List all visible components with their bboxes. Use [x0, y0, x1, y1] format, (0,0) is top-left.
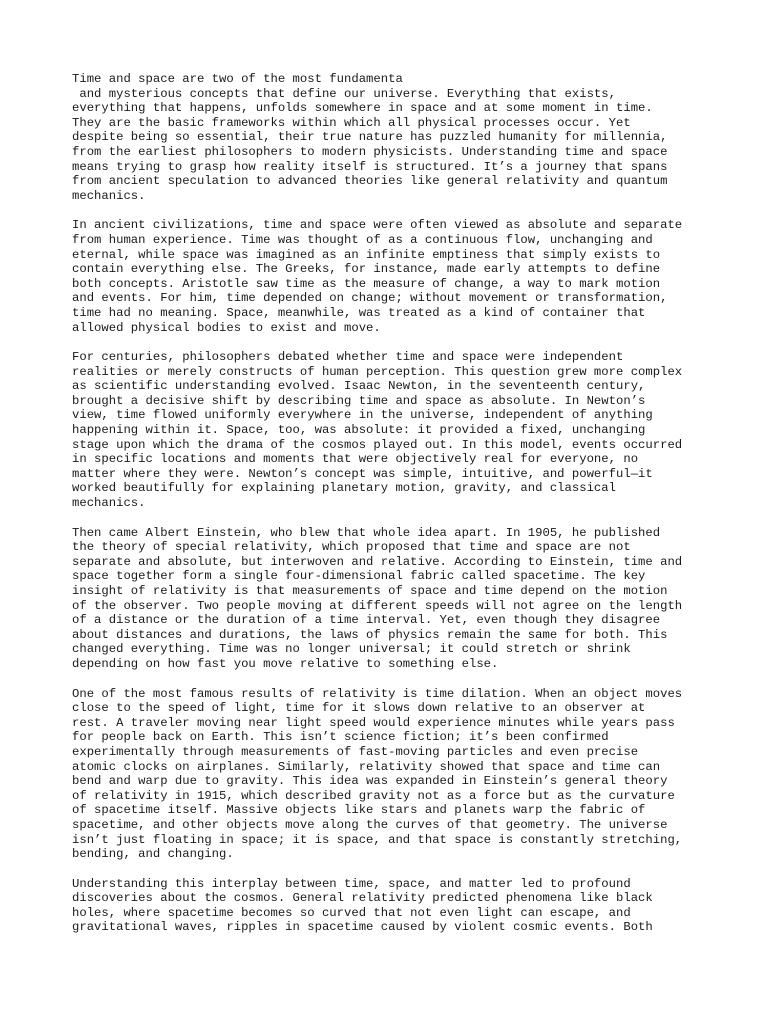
paragraph-6: Understanding this interplay between time, space, and matter led to profound discoveries about the cosmos. General relativity predicted phenomena like black holes, where spacetime becomes so curved that not even light can escape, and gravitational waves, ripples in spacetime caused by violent cosmic events. Both [72, 876, 653, 935]
paragraph-3: For centuries, philosophers debated whether time and space were independent realities or merely constructs of human perception. This question grew more complex as scientific understanding evolved. Isaac Newton, in the seventeenth century, brought a decisive shift by describing time and space as absolute. In Newton’s view, time flowed uniformly everywhere in the universe, independent of anything happening within it. Space, too, was absolute: it provided a fixed, unchanging stage upon which the drama of the cosmos played out. In this model, events occurred in specific locations and moments that were objectively real for everyone, no matter where they were. Newton’s concept was simple, intuitive, and powerful—it worked beautifully for explaining planetary motion, gravity, and classical mechanics. [72, 350, 683, 511]
paragraph-2: In ancient civilizations, time and space were often viewed as absolute and separate from human experience. Time was thought of as a continuous flow, unchanging and eternal, while space was imagined as an infinite emptiness that simply exists to contain everything else. The Greeks, for instance, made early attempts to define both concepts. Aristotle saw time as the measure of change, a way to mark motion and events. For him, time depended on change; without movement or transformation, time had no meaning. Space, meanwhile, was treated as a kind of container that allowed physical bodies to exist and move. [72, 218, 683, 335]
paragraph-5: One of the most famous results of relativity is time dilation. When an object moves close to the speed of light, time for it slows down relative to an observer at rest. A traveler moving near light speed would experience minutes while years pass for people back on Earth. This isn’t science fiction; it’s been confirmed experimentally through measurements of fast-moving particles and even precise atomic clocks on airplanes. Similarly, relativity showed that space and time can bend and warp due to gravity. This idea was expanded in Einstein’s general theory of relativity in 1915, which described gravity not as a force but as the curvature of spacetime itself. Massive objects like stars and planets warp the fabric of spacetime, and other objects move along the curves of that geometry. The universe isn’t just floating in space; it is space, and that space is constantly stretching, bending, and changing. [72, 686, 683, 862]
paragraph-4: Then came Albert Einstein, who blew that whole idea apart. In 1905, he published the theory of special relativity, which proposed that time and space are not separate and absolute, but interwoven and relative. According to Einstein, time and space together form a single four-dimensional fabric called spacetime. The key insight of relativity is that measurements of space and time depend on the motion of the observer. Two people moving at different speeds will not agree on the length of a distance or the duration of a time interval. Yet, even though they disagree about distances and durations, the laws of physics remain the same for both. This changed everything. Time was no longer universal; it could stretch or shrink depending on how fast you move relative to something else. [72, 525, 683, 671]
document-body [72, 72, 722, 950]
paragraph-1: Time and space are two of the most fundamenta and mysterious concepts that define our universe. Everything that exists, everything that happens, unfolds somewhere in space and at some moment in time. They are the basic frameworks within which all physical processes occur. Yet despite being so essential, their true nature has puzzled humanity for millennia, from the earliest philosophers to modern physicists. Understanding time and space means trying to grasp how reality itself is structured. It’s a journey that spans from ancient speculation to advanced theories like general relativity and quantum mechanics. [72, 72, 668, 203]
